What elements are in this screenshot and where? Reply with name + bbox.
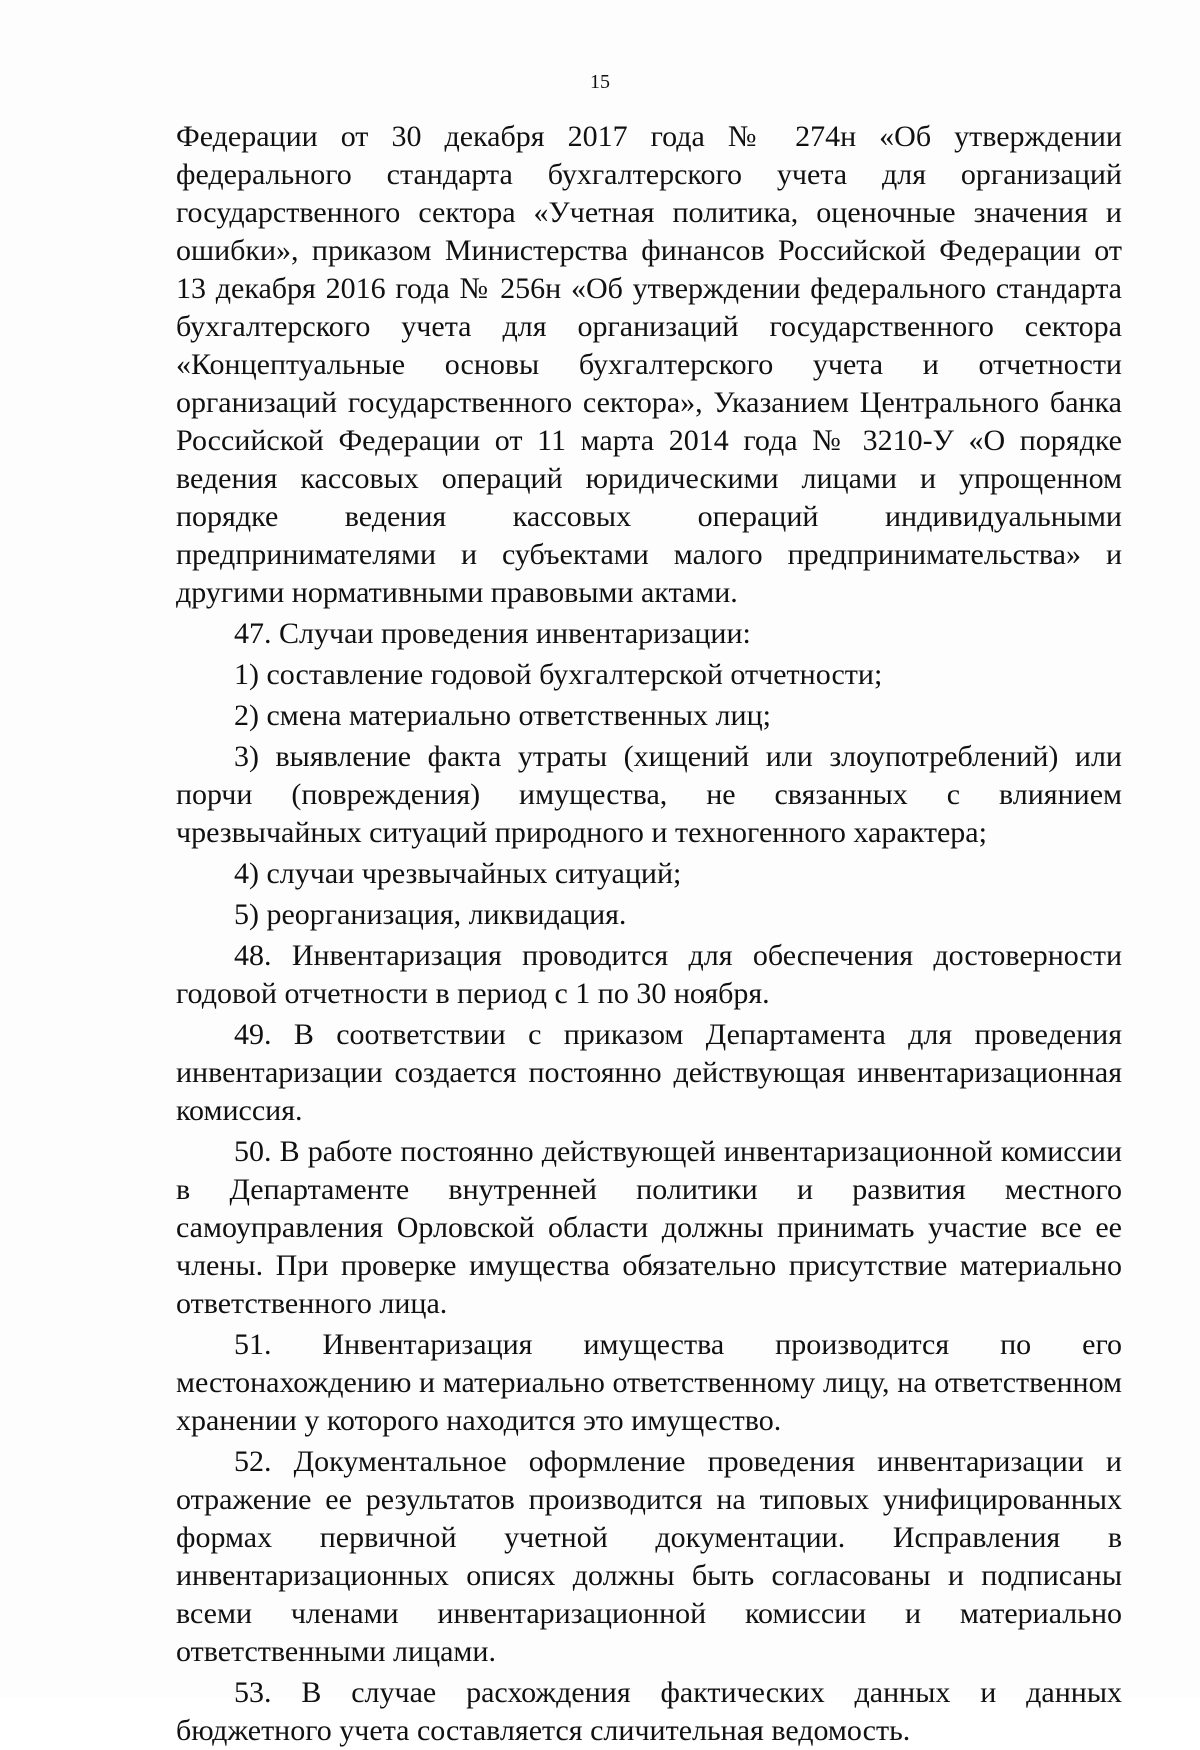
paragraph-continuation: Федерации от 30 декабря 2017 года № 274н «Об утверждении федерального стандарта бухгалтерского учета для организаций государственного сектора «Учетная политика, оценочные значения и ошибки», приказом Министерства финансов Российской Федерации от 13 декабря 2016 года № 256н «Об утверждении федерального стандарта бухгалтерского учета для организаций государственного сектора «Концептуальные основы бухгалтерского учета и отчетности организаций государственного сектора», Указанием Центрального банка Российской Федерации от 11 марта 2014 года № 3210-У «О порядке ведения кассовых операций юридическими лицами и упрощенном порядке ведения кассовых операций индивидуальными предпринимателями и субъектами малого предпринимательства» и другими нормативными правовыми актами. [176,120,1122,609]
paragraph-47: 47. Случаи проведения инвентаризации: [234,617,751,650]
list-item-3: 3) выявление факта утраты (хищений или злоупотреблений) или порчи (повреждения) имущества, не связанных с влиянием чрезвычайных ситуаций природного и техногенного характера; [176,740,1122,849]
page-number: 15 [590,71,610,93]
paragraph-49: 49. В соответствии с приказом Департамента для проведения инвентаризации создается постоянно действующая инвентаризационная комиссия. [176,1018,1122,1127]
paragraph-50: 50. В работе постоянно действующей инвентаризационной комиссии в Департаменте внутренней политики и развития местного самоуправления Орловской области должны принимать участие все ее члены. При проверке имущества обязательно присутствие материально ответственного лица. [176,1135,1122,1320]
paragraph-52: 52. Документальное оформление проведения инвентаризации и отражение ее результатов производится на типовых унифицированных формах первичной учетной документации. Исправления в инвентаризационных описях должны быть согласованы и подписаны всеми членами инвентаризационной комиссии и материально ответственными лицами. [176,1445,1122,1668]
paragraph-53: 53. В случае расхождения фактических данных и данных бюджетного учета составляется сличительная ведомость. [176,1676,1122,1747]
list-item-4: 4) случаи чрезвычайных ситуаций; [234,857,682,890]
document-body [176,118,1122,1750]
paragraph-51: 51. Инвентаризация имущества производится по его местонахождению и материально ответственному лицу, на ответственном хранении у которого находится это имущество. [176,1328,1122,1437]
paragraph-48: 48. Инвентаризация проводится для обеспечения достоверности годовой отчетности в период с 1 по 30 ноября. [176,939,1122,1010]
list-item-2: 2) смена материально ответственных лиц; [234,699,771,732]
list-item-5: 5) реорганизация, ликвидация. [234,898,627,931]
list-item-1: 1) составление годовой бухгалтерской отчетности; [234,658,883,691]
